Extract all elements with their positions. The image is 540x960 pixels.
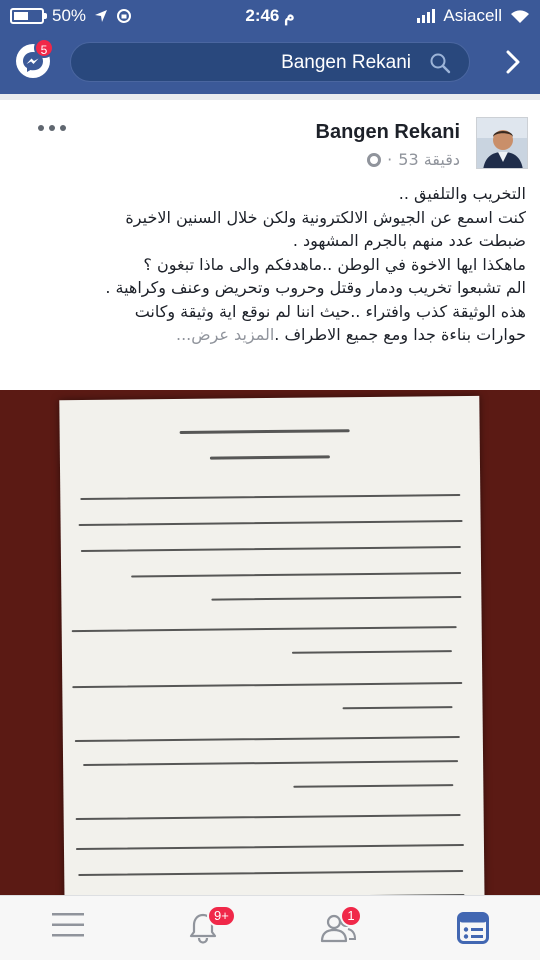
search-query: Bangen Rekani (281, 52, 411, 73)
messenger-badge: 5 (34, 38, 54, 58)
post-line: التخريب والتلفيق .. (398, 184, 526, 203)
tab-menu[interactable] (0, 896, 135, 960)
more-dot-icon (60, 125, 66, 131)
post-line: كنت اسمع عن الجيوش الالكترونية ولكن خلال السنين الاخيرة (125, 207, 526, 227)
top-navigation-bar (0, 32, 540, 94)
clock: 2:46 م (245, 6, 295, 25)
post-body (14, 182, 526, 347)
post-author-name[interactable]: Bangen Rekani (315, 121, 460, 143)
chevron-right-icon[interactable] (506, 50, 520, 74)
notifications-badge: 9+ (207, 905, 236, 927)
post-card (0, 100, 540, 895)
post-line: ضبطت عدد منهم بالجرم المشهود . (292, 231, 526, 250)
friend-requests-badge: 1 (340, 905, 362, 927)
status-bar (0, 0, 540, 32)
wifi-icon (510, 9, 530, 24)
globe-icon (367, 153, 381, 167)
post-line (14, 323, 526, 347)
post-photo[interactable] (0, 390, 540, 895)
signal-icon (417, 9, 435, 23)
tab-friend-requests[interactable] (270, 896, 405, 960)
tab-notifications[interactable] (135, 896, 270, 960)
post-line: الم تشبعوا تخريب ودمار وقتل وحروب وتحريض وعنف وكراهية . (105, 278, 526, 297)
more-dot-icon (49, 125, 55, 131)
post-line: ماهكذا ايها الاخوة في الوطن ..ماهدفكم والى ماذا تبغون ؟ (143, 254, 526, 274)
post-line: هذه الوثيقة كذب وافتراء ..حيث اننا لم نوقع اية وثيقة وكانت (134, 301, 526, 321)
post-last-line: حوارات بناءة جدا ومع جميع الاطراف . (274, 325, 526, 344)
post-meta (367, 150, 460, 169)
carrier-name: Asiacell (443, 6, 502, 25)
tab-news-feed[interactable] (405, 896, 540, 960)
separator-dot: · (387, 150, 393, 169)
more-options-button[interactable] (38, 125, 66, 131)
search-input[interactable] (70, 42, 470, 82)
more-dot-icon (38, 125, 44, 131)
see-more-link[interactable]: المزيد عرض... (175, 325, 275, 344)
author-avatar[interactable] (476, 117, 528, 169)
battery-percentage: 50% (52, 6, 87, 25)
search-icon (429, 52, 451, 74)
menu-icon (52, 912, 84, 938)
handwritten-document-image (59, 396, 484, 895)
bottom-navigation-bar (0, 895, 540, 960)
news-feed-icon (457, 912, 489, 944)
post-time[interactable]: 53 دقيقة (398, 150, 460, 169)
